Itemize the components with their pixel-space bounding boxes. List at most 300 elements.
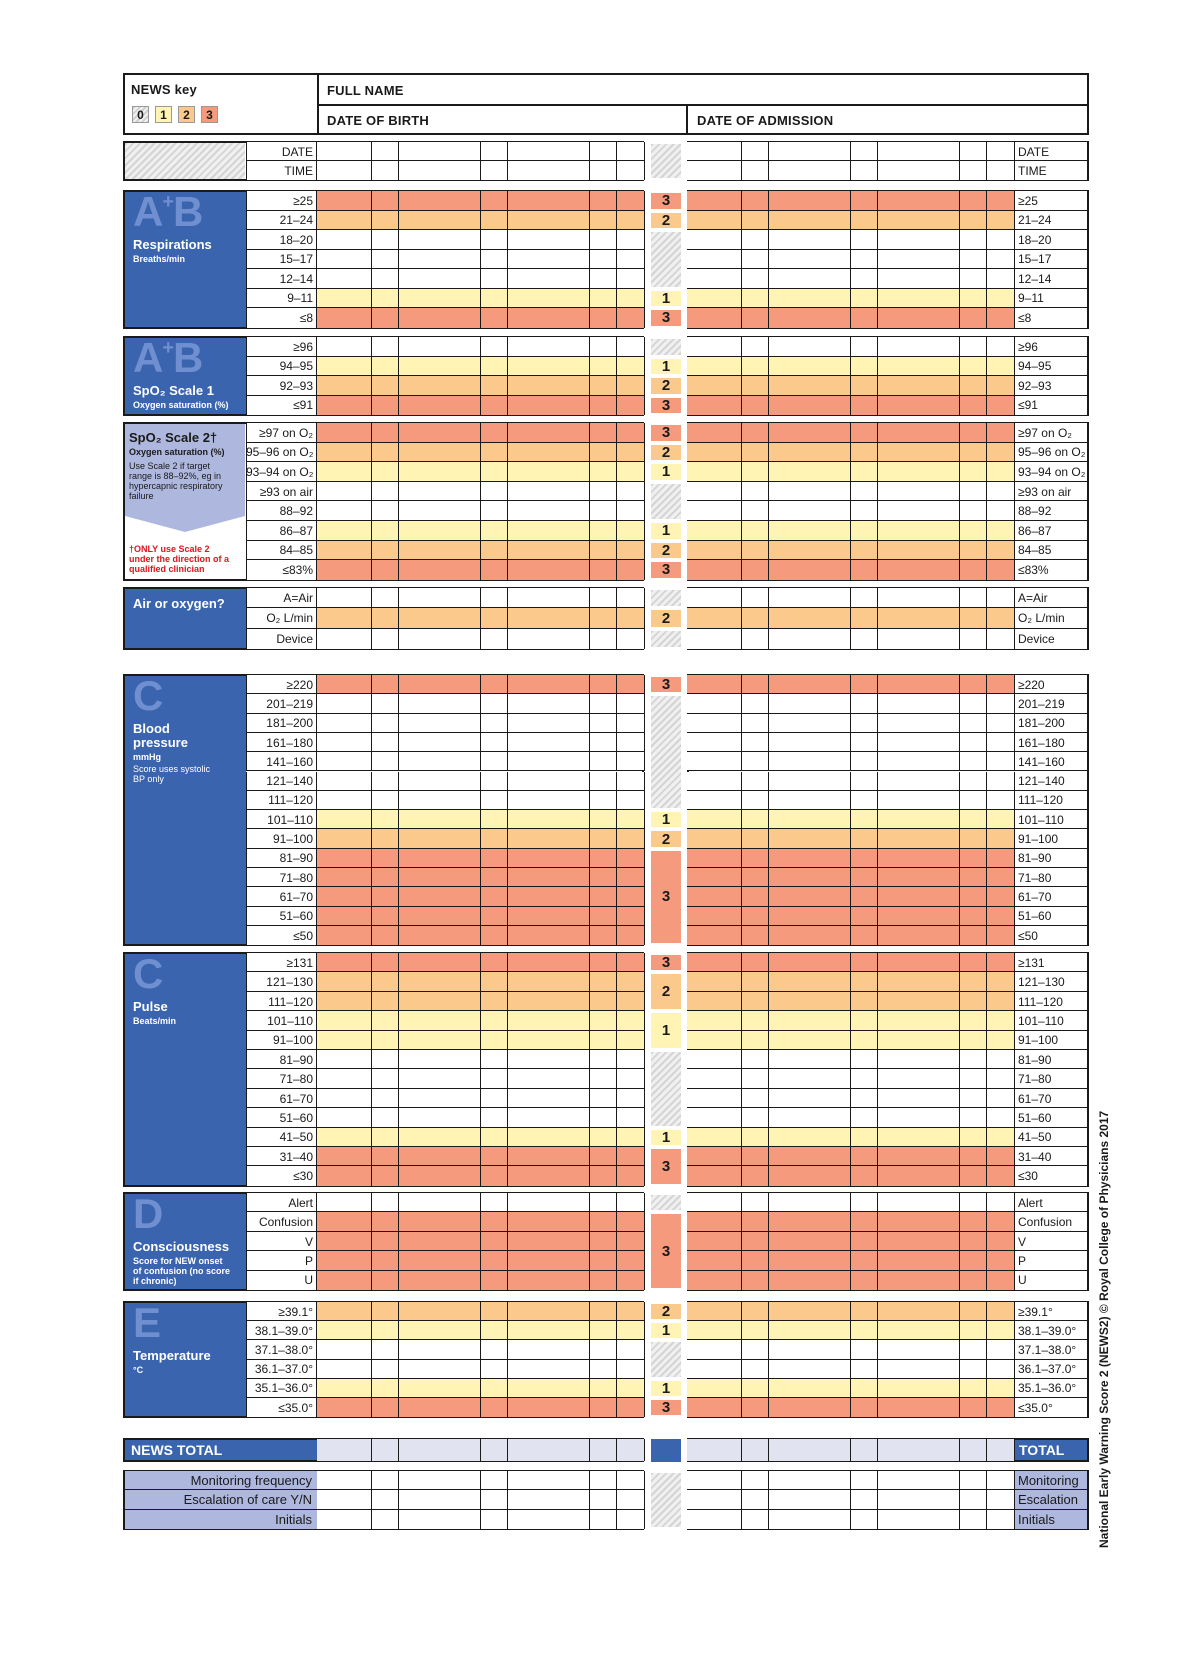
pulse-entry-cell[interactable] bbox=[905, 1031, 933, 1050]
bp-entry-cell[interactable] bbox=[742, 849, 770, 868]
spo2-1-entry-cell[interactable] bbox=[932, 376, 960, 396]
bp-entry-cell[interactable] bbox=[960, 887, 988, 906]
spo2-2-entry-cell[interactable] bbox=[344, 482, 372, 502]
pulse-entry-cell[interactable] bbox=[344, 1166, 372, 1185]
bp-entry-cell[interactable] bbox=[687, 887, 715, 906]
spo2-2-entry-cell[interactable] bbox=[714, 541, 742, 561]
bp-entry-cell[interactable] bbox=[960, 791, 988, 810]
pulse-entry-cell[interactable] bbox=[399, 1128, 427, 1147]
temp-entry-cell[interactable] bbox=[987, 1398, 1015, 1417]
bp-entry-cell[interactable] bbox=[590, 887, 618, 906]
resp-entry-cell[interactable] bbox=[344, 230, 372, 250]
footer-entry-cell[interactable] bbox=[987, 1471, 1015, 1490]
cons-entry-cell[interactable] bbox=[796, 1193, 824, 1212]
temp-entry-cell[interactable] bbox=[905, 1321, 933, 1340]
bp-entry-cell[interactable] bbox=[508, 675, 536, 694]
air-entry-cell[interactable] bbox=[878, 629, 906, 649]
air-entry-cell[interactable] bbox=[562, 608, 590, 628]
bp-entry-cell[interactable] bbox=[372, 810, 400, 829]
cons-entry-cell[interactable] bbox=[617, 1232, 645, 1251]
cons-entry-cell[interactable] bbox=[344, 1232, 372, 1251]
bp-entry-cell[interactable] bbox=[508, 694, 536, 713]
pulse-entry-cell[interactable] bbox=[590, 992, 618, 1011]
temp-entry-cell[interactable] bbox=[317, 1321, 345, 1340]
footer-entry-cell[interactable] bbox=[687, 1490, 715, 1509]
spo2-2-entry-cell[interactable] bbox=[481, 443, 509, 463]
bp-entry-cell[interactable] bbox=[932, 926, 960, 945]
spo2-2-entry-cell[interactable] bbox=[960, 443, 988, 463]
spo2-1-entry-cell[interactable] bbox=[742, 337, 770, 357]
air-entry-cell[interactable] bbox=[932, 629, 960, 649]
pulse-entry-cell[interactable] bbox=[796, 1089, 824, 1108]
bp-entry-cell[interactable] bbox=[851, 810, 879, 829]
cons-entry-cell[interactable] bbox=[508, 1193, 536, 1212]
air-entry-cell[interactable] bbox=[426, 608, 454, 628]
pulse-entry-cell[interactable] bbox=[932, 953, 960, 972]
pulse-entry-cell[interactable] bbox=[714, 1011, 742, 1030]
bp-entry-cell[interactable] bbox=[617, 752, 645, 771]
cons-entry-cell[interactable] bbox=[905, 1271, 933, 1290]
pulse-entry-cell[interactable] bbox=[344, 1011, 372, 1030]
pulse-entry-cell[interactable] bbox=[769, 1089, 797, 1108]
bp-entry-cell[interactable] bbox=[508, 772, 536, 791]
footer-entry-cell[interactable] bbox=[372, 1471, 400, 1490]
total-entry-cell[interactable] bbox=[742, 1439, 770, 1461]
bp-entry-cell[interactable] bbox=[851, 868, 879, 887]
bp-entry-cell[interactable] bbox=[687, 849, 715, 868]
resp-entry-cell[interactable] bbox=[987, 230, 1015, 250]
bp-entry-cell[interactable] bbox=[796, 694, 824, 713]
spo2-2-entry-cell[interactable] bbox=[372, 501, 400, 521]
temp-entry-cell[interactable] bbox=[372, 1379, 400, 1398]
air-entry-cell[interactable] bbox=[851, 608, 879, 628]
pulse-entry-cell[interactable] bbox=[823, 1147, 851, 1166]
pulse-entry-cell[interactable] bbox=[399, 1011, 427, 1030]
pulse-entry-cell[interactable] bbox=[851, 1128, 879, 1147]
pulse-entry-cell[interactable] bbox=[399, 972, 427, 991]
spo2-2-entry-cell[interactable] bbox=[453, 560, 481, 580]
bp-entry-cell[interactable] bbox=[851, 849, 879, 868]
cons-entry-cell[interactable] bbox=[508, 1271, 536, 1290]
footer-entry-cell[interactable] bbox=[960, 1471, 988, 1490]
cons-entry-cell[interactable] bbox=[851, 1251, 879, 1270]
bp-entry-cell[interactable] bbox=[399, 829, 427, 848]
air-entry-cell[interactable] bbox=[453, 629, 481, 649]
resp-entry-cell[interactable] bbox=[453, 211, 481, 231]
bp-entry-cell[interactable] bbox=[851, 772, 879, 791]
datetime-entry-cell[interactable] bbox=[562, 142, 590, 161]
total-entry-cell[interactable] bbox=[617, 1439, 645, 1461]
temp-entry-cell[interactable] bbox=[508, 1321, 536, 1340]
spo2-2-entry-cell[interactable] bbox=[399, 521, 427, 541]
bp-entry-cell[interactable] bbox=[453, 733, 481, 752]
spo2-2-entry-cell[interactable] bbox=[508, 443, 536, 463]
cons-entry-cell[interactable] bbox=[742, 1212, 770, 1231]
pulse-entry-cell[interactable] bbox=[987, 1069, 1015, 1088]
pulse-entry-cell[interactable] bbox=[508, 1128, 536, 1147]
bp-entry-cell[interactable] bbox=[372, 907, 400, 926]
pulse-entry-cell[interactable] bbox=[769, 972, 797, 991]
spo2-2-entry-cell[interactable] bbox=[687, 521, 715, 541]
datetime-entry-cell[interactable] bbox=[987, 142, 1015, 161]
pulse-entry-cell[interactable] bbox=[617, 1166, 645, 1185]
bp-entry-cell[interactable] bbox=[987, 733, 1015, 752]
spo2-1-entry-cell[interactable] bbox=[905, 337, 933, 357]
cons-entry-cell[interactable] bbox=[535, 1212, 563, 1231]
resp-entry-cell[interactable] bbox=[687, 191, 715, 211]
spo2-1-entry-cell[interactable] bbox=[714, 376, 742, 396]
pulse-entry-cell[interactable] bbox=[399, 1069, 427, 1088]
temp-entry-cell[interactable] bbox=[960, 1379, 988, 1398]
pulse-entry-cell[interactable] bbox=[878, 992, 906, 1011]
temp-entry-cell[interactable] bbox=[453, 1302, 481, 1321]
footer-entry-cell[interactable] bbox=[399, 1510, 427, 1529]
bp-entry-cell[interactable] bbox=[960, 868, 988, 887]
spo2-1-entry-cell[interactable] bbox=[317, 337, 345, 357]
spo2-2-entry-cell[interactable] bbox=[742, 521, 770, 541]
spo2-1-entry-cell[interactable] bbox=[508, 396, 536, 416]
resp-entry-cell[interactable] bbox=[851, 269, 879, 289]
spo2-2-entry-cell[interactable] bbox=[344, 443, 372, 463]
bp-entry-cell[interactable] bbox=[426, 791, 454, 810]
cons-entry-cell[interactable] bbox=[344, 1251, 372, 1270]
bp-entry-cell[interactable] bbox=[769, 810, 797, 829]
bp-entry-cell[interactable] bbox=[399, 849, 427, 868]
air-entry-cell[interactable] bbox=[426, 629, 454, 649]
resp-entry-cell[interactable] bbox=[562, 250, 590, 270]
bp-entry-cell[interactable] bbox=[932, 772, 960, 791]
pulse-entry-cell[interactable] bbox=[399, 1089, 427, 1108]
air-entry-cell[interactable] bbox=[960, 588, 988, 608]
bp-entry-cell[interactable] bbox=[372, 694, 400, 713]
bp-entry-cell[interactable] bbox=[769, 887, 797, 906]
bp-entry-cell[interactable] bbox=[878, 772, 906, 791]
spo2-1-entry-cell[interactable] bbox=[742, 357, 770, 377]
bp-entry-cell[interactable] bbox=[535, 887, 563, 906]
bp-entry-cell[interactable] bbox=[714, 926, 742, 945]
air-entry-cell[interactable] bbox=[344, 588, 372, 608]
bp-entry-cell[interactable] bbox=[344, 752, 372, 771]
temp-entry-cell[interactable] bbox=[687, 1321, 715, 1340]
resp-entry-cell[interactable] bbox=[796, 211, 824, 231]
air-entry-cell[interactable] bbox=[399, 629, 427, 649]
bp-entry-cell[interactable] bbox=[562, 810, 590, 829]
footer-entry-cell[interactable] bbox=[372, 1510, 400, 1529]
cons-entry-cell[interactable] bbox=[481, 1271, 509, 1290]
cons-entry-cell[interactable] bbox=[823, 1232, 851, 1251]
pulse-entry-cell[interactable] bbox=[823, 1011, 851, 1030]
bp-entry-cell[interactable] bbox=[562, 772, 590, 791]
bp-entry-cell[interactable] bbox=[960, 714, 988, 733]
bp-entry-cell[interactable] bbox=[590, 907, 618, 926]
datetime-entry-cell[interactable] bbox=[453, 161, 481, 180]
bp-entry-cell[interactable] bbox=[987, 926, 1015, 945]
resp-entry-cell[interactable] bbox=[769, 230, 797, 250]
pulse-entry-cell[interactable] bbox=[878, 1147, 906, 1166]
temp-entry-cell[interactable] bbox=[714, 1360, 742, 1379]
spo2-2-entry-cell[interactable] bbox=[687, 462, 715, 482]
resp-entry-cell[interactable] bbox=[851, 250, 879, 270]
pulse-entry-cell[interactable] bbox=[960, 992, 988, 1011]
resp-entry-cell[interactable] bbox=[742, 191, 770, 211]
spo2-1-entry-cell[interactable] bbox=[535, 337, 563, 357]
spo2-2-entry-cell[interactable] bbox=[714, 462, 742, 482]
datetime-entry-cell[interactable] bbox=[535, 142, 563, 161]
spo2-2-entry-cell[interactable] bbox=[905, 443, 933, 463]
pulse-entry-cell[interactable] bbox=[453, 1031, 481, 1050]
resp-entry-cell[interactable] bbox=[508, 230, 536, 250]
bp-entry-cell[interactable] bbox=[796, 868, 824, 887]
air-entry-cell[interactable] bbox=[372, 588, 400, 608]
bp-entry-cell[interactable] bbox=[687, 907, 715, 926]
cons-entry-cell[interactable] bbox=[590, 1232, 618, 1251]
cons-entry-cell[interactable] bbox=[987, 1193, 1015, 1212]
cons-entry-cell[interactable] bbox=[960, 1251, 988, 1270]
resp-entry-cell[interactable] bbox=[932, 250, 960, 270]
resp-entry-cell[interactable] bbox=[562, 230, 590, 250]
resp-entry-cell[interactable] bbox=[878, 289, 906, 309]
pulse-entry-cell[interactable] bbox=[453, 1147, 481, 1166]
spo2-2-entry-cell[interactable] bbox=[851, 423, 879, 443]
spo2-2-entry-cell[interactable] bbox=[769, 521, 797, 541]
temp-entry-cell[interactable] bbox=[453, 1321, 481, 1340]
total-entry-cell[interactable] bbox=[399, 1439, 427, 1461]
pulse-entry-cell[interactable] bbox=[617, 1069, 645, 1088]
bp-entry-cell[interactable] bbox=[742, 733, 770, 752]
pulse-entry-cell[interactable] bbox=[508, 1050, 536, 1069]
spo2-1-entry-cell[interactable] bbox=[796, 376, 824, 396]
bp-entry-cell[interactable] bbox=[742, 868, 770, 887]
pulse-entry-cell[interactable] bbox=[796, 992, 824, 1011]
bp-entry-cell[interactable] bbox=[453, 887, 481, 906]
pulse-entry-cell[interactable] bbox=[851, 1108, 879, 1127]
pulse-entry-cell[interactable] bbox=[481, 1108, 509, 1127]
pulse-entry-cell[interactable] bbox=[399, 1108, 427, 1127]
temp-entry-cell[interactable] bbox=[796, 1321, 824, 1340]
datetime-entry-cell[interactable] bbox=[987, 161, 1015, 180]
pulse-entry-cell[interactable] bbox=[372, 992, 400, 1011]
bp-entry-cell[interactable] bbox=[769, 926, 797, 945]
resp-entry-cell[interactable] bbox=[590, 289, 618, 309]
resp-entry-cell[interactable] bbox=[535, 308, 563, 328]
cons-entry-cell[interactable] bbox=[932, 1232, 960, 1251]
footer-entry-cell[interactable] bbox=[344, 1510, 372, 1529]
temp-entry-cell[interactable] bbox=[687, 1398, 715, 1417]
spo2-1-entry-cell[interactable] bbox=[851, 337, 879, 357]
cons-entry-cell[interactable] bbox=[562, 1251, 590, 1270]
spo2-1-entry-cell[interactable] bbox=[317, 396, 345, 416]
bp-entry-cell[interactable] bbox=[878, 829, 906, 848]
footer-entry-cell[interactable] bbox=[590, 1471, 618, 1490]
spo2-1-entry-cell[interactable] bbox=[535, 396, 563, 416]
bp-entry-cell[interactable] bbox=[317, 810, 345, 829]
pulse-entry-cell[interactable] bbox=[372, 1089, 400, 1108]
spo2-2-entry-cell[interactable] bbox=[905, 521, 933, 541]
spo2-2-entry-cell[interactable] bbox=[851, 521, 879, 541]
temp-entry-cell[interactable] bbox=[742, 1302, 770, 1321]
spo2-1-entry-cell[interactable] bbox=[562, 337, 590, 357]
air-entry-cell[interactable] bbox=[399, 608, 427, 628]
spo2-1-entry-cell[interactable] bbox=[617, 337, 645, 357]
bp-entry-cell[interactable] bbox=[426, 694, 454, 713]
resp-entry-cell[interactable] bbox=[399, 250, 427, 270]
temp-entry-cell[interactable] bbox=[742, 1321, 770, 1340]
bp-entry-cell[interactable] bbox=[590, 810, 618, 829]
resp-entry-cell[interactable] bbox=[769, 191, 797, 211]
spo2-1-entry-cell[interactable] bbox=[823, 357, 851, 377]
spo2-2-entry-cell[interactable] bbox=[617, 443, 645, 463]
cons-entry-cell[interactable] bbox=[344, 1271, 372, 1290]
resp-entry-cell[interactable] bbox=[987, 289, 1015, 309]
spo2-1-entry-cell[interactable] bbox=[535, 357, 563, 377]
spo2-2-entry-cell[interactable] bbox=[851, 541, 879, 561]
spo2-2-entry-cell[interactable] bbox=[317, 541, 345, 561]
pulse-entry-cell[interactable] bbox=[687, 1089, 715, 1108]
datetime-entry-cell[interactable] bbox=[851, 142, 879, 161]
temp-entry-cell[interactable] bbox=[344, 1398, 372, 1417]
pulse-entry-cell[interactable] bbox=[769, 1147, 797, 1166]
pulse-entry-cell[interactable] bbox=[742, 1089, 770, 1108]
resp-entry-cell[interactable] bbox=[742, 308, 770, 328]
bp-entry-cell[interactable] bbox=[905, 714, 933, 733]
pulse-entry-cell[interactable] bbox=[535, 1069, 563, 1088]
total-entry-cell[interactable] bbox=[851, 1439, 879, 1461]
pulse-entry-cell[interactable] bbox=[535, 1147, 563, 1166]
resp-entry-cell[interactable] bbox=[426, 211, 454, 231]
bp-entry-cell[interactable] bbox=[905, 849, 933, 868]
temp-entry-cell[interactable] bbox=[590, 1340, 618, 1359]
resp-entry-cell[interactable] bbox=[960, 211, 988, 231]
spo2-2-entry-cell[interactable] bbox=[932, 560, 960, 580]
datetime-entry-cell[interactable] bbox=[932, 161, 960, 180]
pulse-entry-cell[interactable] bbox=[851, 1166, 879, 1185]
cons-entry-cell[interactable] bbox=[453, 1193, 481, 1212]
spo2-1-entry-cell[interactable] bbox=[590, 396, 618, 416]
footer-entry-cell[interactable] bbox=[481, 1471, 509, 1490]
cons-entry-cell[interactable] bbox=[878, 1251, 906, 1270]
resp-entry-cell[interactable] bbox=[987, 211, 1015, 231]
resp-entry-cell[interactable] bbox=[796, 308, 824, 328]
bp-entry-cell[interactable] bbox=[562, 887, 590, 906]
spo2-1-entry-cell[interactable] bbox=[617, 396, 645, 416]
resp-entry-cell[interactable] bbox=[932, 308, 960, 328]
footer-entry-cell[interactable] bbox=[426, 1510, 454, 1529]
spo2-2-entry-cell[interactable] bbox=[851, 560, 879, 580]
bp-entry-cell[interactable] bbox=[905, 675, 933, 694]
temp-entry-cell[interactable] bbox=[508, 1360, 536, 1379]
spo2-1-entry-cell[interactable] bbox=[453, 376, 481, 396]
spo2-2-entry-cell[interactable] bbox=[617, 482, 645, 502]
bp-entry-cell[interactable] bbox=[590, 694, 618, 713]
cons-entry-cell[interactable] bbox=[617, 1251, 645, 1270]
resp-entry-cell[interactable] bbox=[562, 211, 590, 231]
pulse-entry-cell[interactable] bbox=[742, 972, 770, 991]
bp-entry-cell[interactable] bbox=[508, 849, 536, 868]
bp-entry-cell[interactable] bbox=[344, 829, 372, 848]
pulse-entry-cell[interactable] bbox=[481, 1011, 509, 1030]
cons-entry-cell[interactable] bbox=[687, 1212, 715, 1231]
bp-entry-cell[interactable] bbox=[878, 849, 906, 868]
spo2-2-entry-cell[interactable] bbox=[562, 501, 590, 521]
pulse-entry-cell[interactable] bbox=[769, 1069, 797, 1088]
pulse-entry-cell[interactable] bbox=[987, 1089, 1015, 1108]
spo2-2-entry-cell[interactable] bbox=[453, 521, 481, 541]
air-entry-cell[interactable] bbox=[905, 629, 933, 649]
pulse-entry-cell[interactable] bbox=[960, 1147, 988, 1166]
cons-entry-cell[interactable] bbox=[426, 1232, 454, 1251]
resp-entry-cell[interactable] bbox=[508, 289, 536, 309]
total-entry-cell[interactable] bbox=[878, 1439, 906, 1461]
pulse-entry-cell[interactable] bbox=[987, 992, 1015, 1011]
resp-entry-cell[interactable] bbox=[481, 308, 509, 328]
spo2-2-entry-cell[interactable] bbox=[851, 501, 879, 521]
bp-entry-cell[interactable] bbox=[742, 752, 770, 771]
spo2-2-entry-cell[interactable] bbox=[823, 443, 851, 463]
pulse-entry-cell[interactable] bbox=[372, 1128, 400, 1147]
pulse-entry-cell[interactable] bbox=[562, 1166, 590, 1185]
spo2-2-entry-cell[interactable] bbox=[317, 560, 345, 580]
spo2-1-entry-cell[interactable] bbox=[562, 396, 590, 416]
bp-entry-cell[interactable] bbox=[932, 849, 960, 868]
datetime-entry-cell[interactable] bbox=[960, 142, 988, 161]
pulse-entry-cell[interactable] bbox=[878, 1069, 906, 1088]
cons-entry-cell[interactable] bbox=[481, 1193, 509, 1212]
datetime-entry-cell[interactable] bbox=[905, 142, 933, 161]
pulse-entry-cell[interactable] bbox=[878, 1011, 906, 1030]
bp-entry-cell[interactable] bbox=[769, 772, 797, 791]
bp-entry-cell[interactable] bbox=[372, 868, 400, 887]
pulse-entry-cell[interactable] bbox=[960, 1166, 988, 1185]
datetime-entry-cell[interactable] bbox=[796, 161, 824, 180]
pulse-entry-cell[interactable] bbox=[796, 1050, 824, 1069]
pulse-entry-cell[interactable] bbox=[987, 1128, 1015, 1147]
bp-entry-cell[interactable] bbox=[508, 733, 536, 752]
bp-entry-cell[interactable] bbox=[590, 714, 618, 733]
temp-entry-cell[interactable] bbox=[769, 1398, 797, 1417]
spo2-2-entry-cell[interactable] bbox=[453, 501, 481, 521]
bp-entry-cell[interactable] bbox=[878, 791, 906, 810]
bp-entry-cell[interactable] bbox=[905, 829, 933, 848]
spo2-1-entry-cell[interactable] bbox=[317, 357, 345, 377]
spo2-2-entry-cell[interactable] bbox=[317, 423, 345, 443]
resp-entry-cell[interactable] bbox=[851, 211, 879, 231]
bp-entry-cell[interactable] bbox=[960, 810, 988, 829]
pulse-entry-cell[interactable] bbox=[344, 1031, 372, 1050]
spo2-1-entry-cell[interactable] bbox=[742, 376, 770, 396]
bp-entry-cell[interactable] bbox=[905, 868, 933, 887]
pulse-entry-cell[interactable] bbox=[796, 1011, 824, 1030]
pulse-entry-cell[interactable] bbox=[742, 992, 770, 1011]
bp-entry-cell[interactable] bbox=[562, 733, 590, 752]
spo2-1-entry-cell[interactable] bbox=[769, 396, 797, 416]
bp-entry-cell[interactable] bbox=[535, 829, 563, 848]
bp-entry-cell[interactable] bbox=[987, 772, 1015, 791]
temp-entry-cell[interactable] bbox=[317, 1398, 345, 1417]
pulse-entry-cell[interactable] bbox=[317, 1069, 345, 1088]
air-entry-cell[interactable] bbox=[769, 588, 797, 608]
spo2-2-entry-cell[interactable] bbox=[987, 482, 1015, 502]
spo2-2-entry-cell[interactable] bbox=[562, 541, 590, 561]
bp-entry-cell[interactable] bbox=[714, 887, 742, 906]
spo2-1-entry-cell[interactable] bbox=[590, 357, 618, 377]
pulse-entry-cell[interactable] bbox=[851, 1147, 879, 1166]
bp-entry-cell[interactable] bbox=[851, 829, 879, 848]
bp-entry-cell[interactable] bbox=[742, 675, 770, 694]
pulse-entry-cell[interactable] bbox=[687, 1147, 715, 1166]
spo2-1-entry-cell[interactable] bbox=[562, 357, 590, 377]
bp-entry-cell[interactable] bbox=[878, 907, 906, 926]
datetime-entry-cell[interactable] bbox=[344, 161, 372, 180]
